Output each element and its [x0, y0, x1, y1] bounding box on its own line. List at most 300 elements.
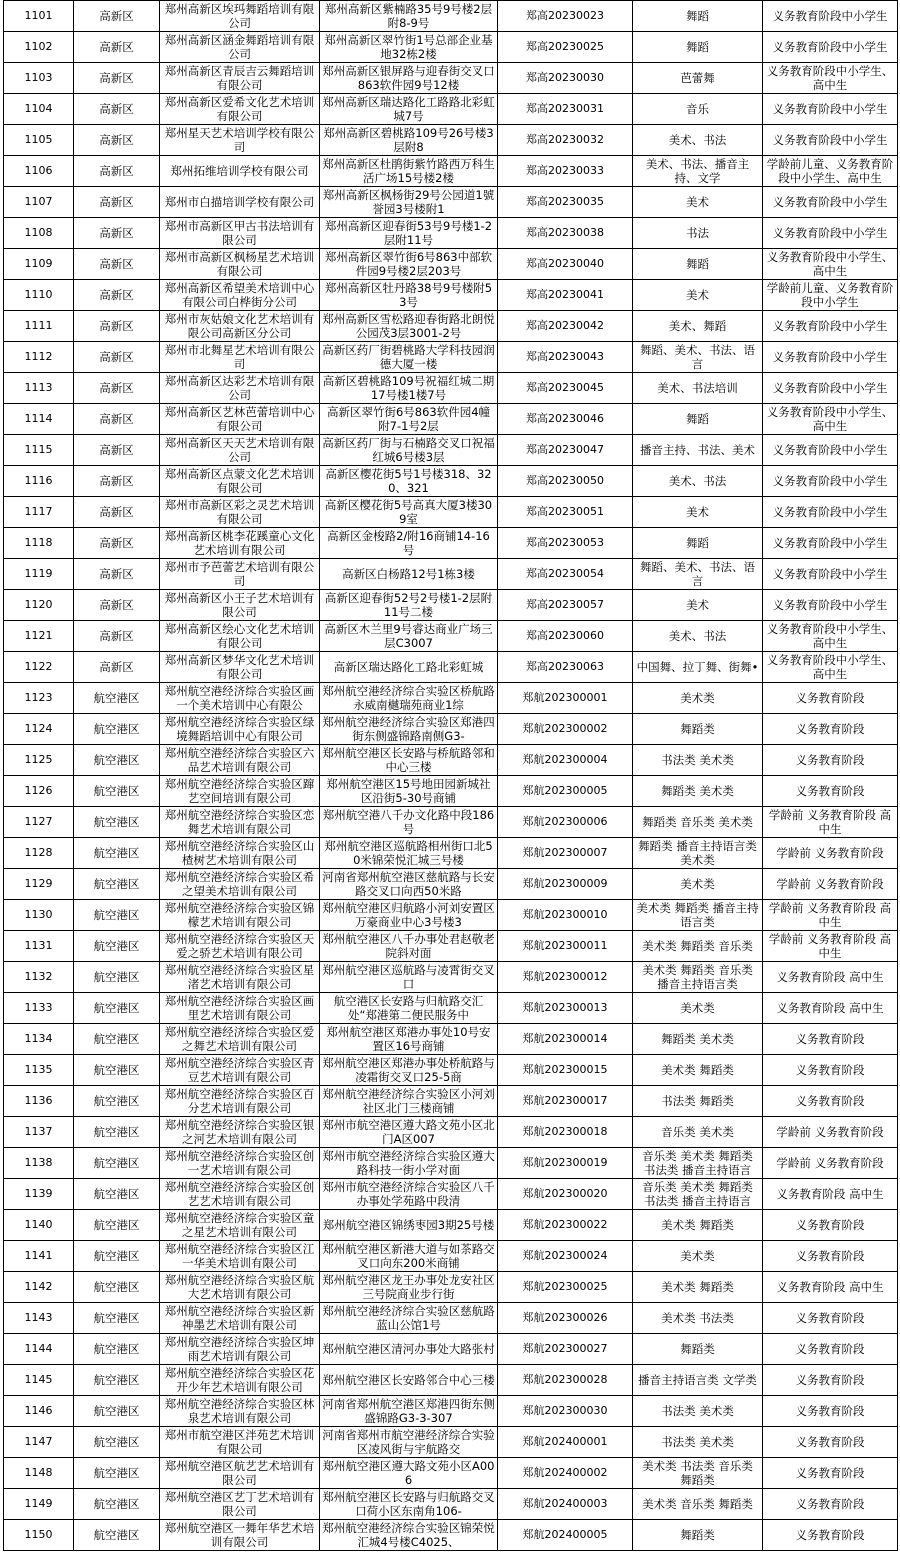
target-students-cell: 义务教育阶段: [763, 745, 898, 776]
district-cell: 航空港区: [74, 869, 160, 900]
address-cell: 郑州航空港区归航路小河刘安置区万豪商业中心3号楼3: [320, 900, 498, 931]
target-students-cell: 学龄前 义务教育阶段 高中生: [763, 931, 898, 962]
target-students-cell: 义务教育阶段中小学生: [763, 218, 898, 249]
license-number-cell: 郑高20230031: [498, 94, 633, 125]
district-cell: 高新区: [74, 652, 160, 683]
license-number-cell: 郑高20230043: [498, 342, 633, 373]
category-cell: 美术类 书法类 音乐类 舞蹈类: [633, 1458, 763, 1489]
license-number-cell: 郑高20230023: [498, 1, 633, 32]
institution-name-cell: 郑州航空港经济综合实验区星渚艺术培训有限公司: [160, 962, 320, 993]
target-students-cell: 义务教育阶段: [763, 714, 898, 745]
category-cell: 美术类: [633, 683, 763, 714]
category-cell: 舞蹈类: [633, 714, 763, 745]
category-cell: 美术类: [633, 993, 763, 1024]
license-number-cell: 郑航202300027: [498, 1334, 633, 1365]
target-students-cell: 义务教育阶段: [763, 1458, 898, 1489]
table-row: [4, 1427, 898, 1458]
license-number-cell: 郑航202300009: [498, 869, 633, 900]
license-number-cell: 郑航202300020: [498, 1179, 633, 1210]
row-number-cell: 1102: [4, 32, 74, 63]
target-students-cell: 义务教育阶段: [763, 1489, 898, 1520]
district-cell: 航空港区: [74, 962, 160, 993]
license-number-cell: 郑高20230038: [498, 218, 633, 249]
district-cell: 航空港区: [74, 838, 160, 869]
target-students-cell: 义务教育阶段中小学生: [763, 497, 898, 528]
institution-name-cell: 郑州高新区天天艺术培训有限公司: [160, 435, 320, 466]
institution-name-cell: 郑州星天艺术培训学校有限公司: [160, 125, 320, 156]
category-cell: 舞蹈类: [633, 1520, 763, 1551]
target-students-cell: 义务教育阶段: [763, 1210, 898, 1241]
address-cell: 郑州航空港区新港大道与如茶路交叉口向东200米商铺: [320, 1241, 498, 1272]
table-row: [4, 1055, 898, 1086]
license-number-cell: 郑航202300013: [498, 993, 633, 1024]
license-number-cell: 郑航202300012: [498, 962, 633, 993]
district-cell: 航空港区: [74, 683, 160, 714]
license-number-cell: 郑高20230047: [498, 435, 633, 466]
table-row: [4, 931, 898, 962]
address-cell: 郑州航空港经济综合实验区慈航路蓝山公馆1号: [320, 1303, 498, 1334]
address-cell: 郑州高新区翠竹街6号863中部软件园9号楼2层203号: [320, 249, 498, 280]
district-cell: 高新区: [74, 559, 160, 590]
target-students-cell: 学龄前 义务教育阶段: [763, 1148, 898, 1179]
table-row: [4, 1489, 898, 1520]
category-cell: 美术: [633, 187, 763, 218]
target-students-cell: 义务教育阶段中小学生: [763, 342, 898, 373]
institution-name-cell: 郑州高新区埃玛舞蹈培训有限公司: [160, 1, 320, 32]
address-cell: 高新区碧桃路109号祝福红城二期17号楼1楼7号: [320, 373, 498, 404]
license-number-cell: 郑航202300004: [498, 745, 633, 776]
target-students-cell: 义务教育阶段: [763, 1055, 898, 1086]
category-cell: 美术类 书法类: [633, 1303, 763, 1334]
category-cell: 美术、舞蹈: [633, 311, 763, 342]
institution-name-cell: 郑州高新区桃李花蹊童心文化艺术培训有限公司: [160, 528, 320, 559]
license-number-cell: 郑高20230050: [498, 466, 633, 497]
row-number-cell: 1111: [4, 311, 74, 342]
license-number-cell: 郑高20230033: [498, 156, 633, 187]
address-cell: 郑州航空港经济综合实验区小河刘社区北门三楼商铺: [320, 1086, 498, 1117]
category-cell: 舞蹈类: [633, 1334, 763, 1365]
address-cell: 郑州航空港区长安路邻合中心三楼: [320, 1365, 498, 1396]
institution-name-cell: 郑州航空港经济综合实验区爱之舞艺术培训有限公司: [160, 1024, 320, 1055]
institution-name-cell: 郑州航空港经济综合实验区新神墨艺术培训有限公司: [160, 1303, 320, 1334]
institution-name-cell: 郑州高新区点蒙文化艺术培训有限公司: [160, 466, 320, 497]
category-cell: 美术类 舞蹈类: [633, 1272, 763, 1303]
target-students-cell: 义务教育阶段中小学生: [763, 125, 898, 156]
table-row: [4, 435, 898, 466]
district-cell: 高新区: [74, 435, 160, 466]
address-cell: 郑州航空港区长安路与桥航路邻和中心三楼: [320, 745, 498, 776]
category-cell: 舞蹈: [633, 1, 763, 32]
district-cell: 高新区: [74, 373, 160, 404]
category-cell: 舞蹈: [633, 249, 763, 280]
row-number-cell: 1118: [4, 528, 74, 559]
institution-name-cell: 郑州航空港区艺丁艺术培训有限公司: [160, 1489, 320, 1520]
row-number-cell: 1123: [4, 683, 74, 714]
table-row: [4, 156, 898, 187]
category-cell: 舞蹈、美术、书法、语言: [633, 342, 763, 373]
address-cell: 郑州高新区迎春街53号9号楼1-2层附11号: [320, 218, 498, 249]
address-cell: 高新区迎春街52号2号楼1-2层附11号二楼: [320, 590, 498, 621]
district-cell: 航空港区: [74, 1520, 160, 1551]
address-cell: 郑州航空港区郑港办事处桥航路与凌霜街交叉口25-5商: [320, 1055, 498, 1086]
table-row: [4, 1334, 898, 1365]
table-row: [4, 32, 898, 63]
category-cell: 舞蹈类 播音主持语言类 美术类: [633, 838, 763, 869]
row-number-cell: 1140: [4, 1210, 74, 1241]
table-row: [4, 1272, 898, 1303]
license-number-cell: 郑高20230030: [498, 63, 633, 94]
target-students-cell: 义务教育阶段中小学生: [763, 187, 898, 218]
institution-name-cell: 郑州高新区小王子艺术培训有限公司: [160, 590, 320, 621]
row-number-cell: 1138: [4, 1148, 74, 1179]
address-cell: 河南省郑州航空港区慈航路与长安路交叉口向西50米路: [320, 869, 498, 900]
row-number-cell: 1117: [4, 497, 74, 528]
row-number-cell: 1103: [4, 63, 74, 94]
target-students-cell: 义务教育阶段中小学生: [763, 466, 898, 497]
address-cell: 郑州航空港区巡航路相州街口北50米锦荣悦汇城三号楼: [320, 838, 498, 869]
district-cell: 高新区: [74, 125, 160, 156]
row-number-cell: 1149: [4, 1489, 74, 1520]
address-cell: 郑州高新区紫楠路35号9号楼2层附8-9号: [320, 1, 498, 32]
table-row: [4, 1520, 898, 1551]
district-cell: 航空港区: [74, 1117, 160, 1148]
target-students-cell: 义务教育阶段: [763, 1520, 898, 1551]
address-cell: 高新区樱花街5号高真大厦3楼309室: [320, 497, 498, 528]
district-cell: 高新区: [74, 63, 160, 94]
institution-name-cell: 郑州航空港经济综合实验区青豆艺术培训有限公司: [160, 1055, 320, 1086]
address-cell: 郑州高新区碧桃路109号26号楼3层附8: [320, 125, 498, 156]
district-cell: 航空港区: [74, 931, 160, 962]
address-cell: 郑州航空港八千办文化路中段186号: [320, 807, 498, 838]
license-number-cell: 郑航202300001: [498, 683, 633, 714]
institution-name-cell: 郑州市灰姑娘文化艺术培训有限公司高新区分公司: [160, 311, 320, 342]
district-cell: 航空港区: [74, 1024, 160, 1055]
table-row: [4, 1148, 898, 1179]
target-students-cell: 义务教育阶段中小学生、高中生: [763, 652, 898, 683]
address-cell: 高新区瑞达路化工路北彩虹城: [320, 652, 498, 683]
category-cell: 书法类 美术类: [633, 1427, 763, 1458]
row-number-cell: 1148: [4, 1458, 74, 1489]
district-cell: 高新区: [74, 187, 160, 218]
target-students-cell: 学龄前 义务教育阶段 高中生: [763, 807, 898, 838]
district-cell: 高新区: [74, 156, 160, 187]
category-cell: 芭蕾舞: [633, 63, 763, 94]
district-cell: 高新区: [74, 342, 160, 373]
address-cell: 郑州航空港区锦绣枣园3期25号楼: [320, 1210, 498, 1241]
target-students-cell: 学龄前儿童、义务教育阶段中小学生、高中生: [763, 156, 898, 187]
license-number-cell: 郑航202300025: [498, 1272, 633, 1303]
table-row: [4, 1365, 898, 1396]
row-number-cell: 1132: [4, 962, 74, 993]
table-row: [4, 745, 898, 776]
row-number-cell: 1144: [4, 1334, 74, 1365]
district-cell: 航空港区: [74, 776, 160, 807]
row-number-cell: 1127: [4, 807, 74, 838]
institution-name-cell: 郑州市予芭蕾艺术培训有限公司: [160, 559, 320, 590]
address-cell: 郑州高新区翠竹街1号总部企业基地32栋2楼: [320, 32, 498, 63]
target-students-cell: 义务教育阶段中小学生: [763, 590, 898, 621]
district-cell: 航空港区: [74, 1365, 160, 1396]
district-cell: 航空港区: [74, 1427, 160, 1458]
license-number-cell: 郑高20230046: [498, 404, 633, 435]
institution-name-cell: 郑州航空港经济综合实验区天爱之骄艺术培训有限公司: [160, 931, 320, 962]
institution-name-cell: 郑州拓维培训学校有限公司: [160, 156, 320, 187]
institution-name-cell: 郑州航空港经济综合实验区恋舞艺术培训有限公司: [160, 807, 320, 838]
table-row: [4, 962, 898, 993]
address-cell: 郑州航空港区郑港办事处10号安置区16号商铺: [320, 1024, 498, 1055]
address-cell: 郑州航空港经济综合实验区桥航路永威南樾瑞苑商业1综: [320, 683, 498, 714]
institution-name-cell: 郑州航空港区航艺艺术培训有限公司: [160, 1458, 320, 1489]
table-row: [4, 187, 898, 218]
target-students-cell: 学龄前 义务教育阶段: [763, 1117, 898, 1148]
address-cell: 郑州市航空港经济综合实验区遵大路科技一街小学对面: [320, 1148, 498, 1179]
address-cell: 郑州航空港区清河办事处大路张村: [320, 1334, 498, 1365]
category-cell: 舞蹈类 美术类: [633, 1024, 763, 1055]
category-cell: 书法类 美术类: [633, 745, 763, 776]
row-number-cell: 1121: [4, 621, 74, 652]
table-row: [4, 249, 898, 280]
target-students-cell: 义务教育阶段中小学生: [763, 94, 898, 125]
category-cell: 舞蹈: [633, 32, 763, 63]
license-number-cell: 郑高20230041: [498, 280, 633, 311]
row-number-cell: 1145: [4, 1365, 74, 1396]
row-number-cell: 1146: [4, 1396, 74, 1427]
table-row: [4, 1024, 898, 1055]
target-students-cell: 义务教育阶段: [763, 1241, 898, 1272]
table-row: [4, 590, 898, 621]
institution-name-cell: 郑州市高新区枫杨星艺术培训有限公司: [160, 249, 320, 280]
license-number-cell: 郑高20230063: [498, 652, 633, 683]
license-number-cell: 郑航202300030: [498, 1396, 633, 1427]
row-number-cell: 1108: [4, 218, 74, 249]
target-students-cell: 义务教育阶段 高中生: [763, 993, 898, 1024]
table-row: [4, 1458, 898, 1489]
row-number-cell: 1135: [4, 1055, 74, 1086]
row-number-cell: 1124: [4, 714, 74, 745]
row-number-cell: 1113: [4, 373, 74, 404]
target-students-cell: 义务教育阶段中小学生: [763, 435, 898, 466]
institution-name-cell: 郑州市高新区彩之灵艺术培训有限公司: [160, 497, 320, 528]
institution-name-cell: 郑州高新区希望美术培训中心有限公司白桦街分公司: [160, 280, 320, 311]
institution-name-cell: 郑州航空港经济综合实验区坤雨艺术培训有限公司: [160, 1334, 320, 1365]
row-number-cell: 1142: [4, 1272, 74, 1303]
table-row: [4, 404, 898, 435]
address-cell: 郑州航空港经济综合实验区锦荣悦汇城4号楼C4025、: [320, 1520, 498, 1551]
district-cell: 航空港区: [74, 714, 160, 745]
category-cell: 美术类 舞蹈类 音乐类: [633, 931, 763, 962]
row-number-cell: 1136: [4, 1086, 74, 1117]
license-number-cell: 郑航202300019: [498, 1148, 633, 1179]
category-cell: 美术: [633, 497, 763, 528]
address-cell: 高新区药厂街与石楠路交叉口祝福红城6号楼3层: [320, 435, 498, 466]
district-cell: 航空港区: [74, 993, 160, 1024]
license-number-cell: 郑高20230025: [498, 32, 633, 63]
row-number-cell: 1129: [4, 869, 74, 900]
table-row: [4, 1241, 898, 1272]
license-number-cell: 郑高20230032: [498, 125, 633, 156]
target-students-cell: 义务教育阶段中小学生、高中生: [763, 249, 898, 280]
district-cell: 高新区: [74, 32, 160, 63]
category-cell: 美术类: [633, 869, 763, 900]
district-cell: 高新区: [74, 218, 160, 249]
license-number-cell: 郑航202300002: [498, 714, 633, 745]
category-cell: 播音主持、书法、美术: [633, 435, 763, 466]
category-cell: 书法类 美术类: [633, 1396, 763, 1427]
category-cell: 音乐类 美术类: [633, 1117, 763, 1148]
table-row: [4, 1303, 898, 1334]
table-row: [4, 838, 898, 869]
category-cell: 美术类 舞蹈类 播音主持语言类: [633, 900, 763, 931]
row-number-cell: 1122: [4, 652, 74, 683]
district-cell: 航空港区: [74, 807, 160, 838]
row-number-cell: 1116: [4, 466, 74, 497]
district-cell: 航空港区: [74, 1210, 160, 1241]
address-cell: 郑州高新区牡丹路38号9号楼附53号: [320, 280, 498, 311]
license-number-cell: 郑航202400005: [498, 1520, 633, 1551]
table-row: [4, 280, 898, 311]
category-cell: 书法: [633, 218, 763, 249]
row-number-cell: 1125: [4, 745, 74, 776]
row-number-cell: 1137: [4, 1117, 74, 1148]
target-students-cell: 义务教育阶段: [763, 683, 898, 714]
category-cell: 舞蹈、美术、书法、语言: [633, 559, 763, 590]
row-number-cell: 1150: [4, 1520, 74, 1551]
category-cell: 美术: [633, 280, 763, 311]
license-number-cell: 郑航202300024: [498, 1241, 633, 1272]
district-cell: 高新区: [74, 528, 160, 559]
category-cell: 美术、书法: [633, 466, 763, 497]
target-students-cell: 义务教育阶段: [763, 1396, 898, 1427]
institution-name-cell: 郑州航空港经济综合实验区绿境舞蹈培训中心有限公司: [160, 714, 320, 745]
table-row: [4, 311, 898, 342]
address-cell: 河南省郑州航空港区郑港四街东侧盛锦路G3-3-307: [320, 1396, 498, 1427]
category-cell: 播音主持语言类 文学类: [633, 1365, 763, 1396]
address-cell: 郑州高新区雪松路迎春街路北朗悦公园茂3层3001-2号: [320, 311, 498, 342]
row-number-cell: 1101: [4, 1, 74, 32]
category-cell: 音乐类 美术类 舞蹈类 书法类 播音主持语言: [633, 1148, 763, 1179]
address-cell: 高新区翠竹街6号863软件园4幢附7-1号2层: [320, 404, 498, 435]
row-number-cell: 1130: [4, 900, 74, 931]
institution-name-cell: 郑州航空港区一舞年华艺术培训有限公司: [160, 1520, 320, 1551]
category-cell: 舞蹈类 音乐类 美术类: [633, 807, 763, 838]
target-students-cell: 学龄前 义务教育阶段: [763, 869, 898, 900]
district-cell: 高新区: [74, 621, 160, 652]
institution-name-cell: 郑州航空港经济综合实验区蹿艺空间培训有限公司: [160, 776, 320, 807]
target-students-cell: 义务教育阶段中小学生、高中生: [763, 404, 898, 435]
license-number-cell: 郑航202300006: [498, 807, 633, 838]
target-students-cell: 义务教育阶段: [763, 1086, 898, 1117]
target-students-cell: 义务教育阶段: [763, 1334, 898, 1365]
category-cell: 美术类 舞蹈类: [633, 1055, 763, 1086]
address-cell: 郑州高新区杜鹃街紫竹路西万科生活广场15号楼2楼: [320, 156, 498, 187]
district-cell: 航空港区: [74, 1489, 160, 1520]
address-cell: 郑州航空港区遵大路文苑小区A006: [320, 1458, 498, 1489]
table-row: [4, 373, 898, 404]
district-cell: 航空港区: [74, 900, 160, 931]
address-cell: 郑州高新区瑞达路化工路路北彩虹城7号: [320, 94, 498, 125]
institution-name-cell: 郑州航空港经济综合实验区希之望美术培训有限公司: [160, 869, 320, 900]
target-students-cell: 义务教育阶段 高中生: [763, 1179, 898, 1210]
target-students-cell: 义务教育阶段: [763, 1024, 898, 1055]
table-row: [4, 993, 898, 1024]
table-row: [4, 342, 898, 373]
license-number-cell: 郑高20230035: [498, 187, 633, 218]
target-students-cell: 义务教育阶段 高中生: [763, 1272, 898, 1303]
institution-name-cell: 郑州航空港经济综合实验区林泉艺术培训有限公司: [160, 1396, 320, 1427]
institution-name-cell: 郑州航空港经济综合实验区创一艺术培训有限公司: [160, 1148, 320, 1179]
district-cell: 航空港区: [74, 1458, 160, 1489]
row-number-cell: 1114: [4, 404, 74, 435]
address-cell: 高新区木兰里9号睿达商业广场三层C3007: [320, 621, 498, 652]
category-cell: 美术、书法培训: [633, 373, 763, 404]
category-cell: 美术类 舞蹈类 音乐类 播音主持语言类: [633, 962, 763, 993]
target-students-cell: 义务教育阶段: [763, 776, 898, 807]
table-row: [4, 1, 898, 32]
row-number-cell: 1109: [4, 249, 74, 280]
district-cell: 高新区: [74, 497, 160, 528]
district-cell: 高新区: [74, 1, 160, 32]
institution-name-cell: 郑州航空港经济综合实验区江一华美术培训有限公司: [160, 1241, 320, 1272]
institution-name-cell: 郑州航空港经济综合实验区画一个美术培训中心有限公: [160, 683, 320, 714]
row-number-cell: 1134: [4, 1024, 74, 1055]
district-cell: 高新区: [74, 590, 160, 621]
target-students-cell: 学龄前儿童、义务教育阶段中小学生: [763, 280, 898, 311]
table-row: [4, 714, 898, 745]
address-cell: 郑州高新区银屏路与迎春街交叉口863软件园9号12楼: [320, 63, 498, 94]
category-cell: 美术、书法: [633, 125, 763, 156]
district-cell: 航空港区: [74, 1086, 160, 1117]
address-cell: 郑州航空港区八千办事处君赵敬老院斜对面: [320, 931, 498, 962]
table-row: [4, 900, 898, 931]
license-number-cell: 郑航202300011: [498, 931, 633, 962]
table-body: [4, 1, 898, 1551]
row-number-cell: 1139: [4, 1179, 74, 1210]
table-row: [4, 869, 898, 900]
table-row: [4, 497, 898, 528]
license-number-cell: 郑航202300007: [498, 838, 633, 869]
institution-name-cell: 郑州航空港经济综合实验区花开少年艺术培训有限公司: [160, 1365, 320, 1396]
table-row: [4, 94, 898, 125]
license-number-cell: 郑高20230053: [498, 528, 633, 559]
category-cell: 美术类 舞蹈类: [633, 1210, 763, 1241]
institution-name-cell: 郑州市高新区甲古书法培训有限公司: [160, 218, 320, 249]
row-number-cell: 1147: [4, 1427, 74, 1458]
row-number-cell: 1115: [4, 435, 74, 466]
license-number-cell: 郑航202400002: [498, 1458, 633, 1489]
address-cell: 郑州高新区枫杨街29号公园道1號誉园3号楼附1: [320, 187, 498, 218]
table-row: [4, 559, 898, 590]
address-cell: 郑州市航空港区遵大路文苑小区北门A区007: [320, 1117, 498, 1148]
category-cell: 中国舞、拉丁舞、街舞•: [633, 652, 763, 683]
institution-name-cell: 郑州高新区涵金舞蹈培训有限公司: [160, 32, 320, 63]
address-cell: 郑州航空港区巡航路与凌霄街交叉口: [320, 962, 498, 993]
license-number-cell: 郑高20230060: [498, 621, 633, 652]
district-cell: 高新区: [74, 280, 160, 311]
license-number-cell: 郑航202300018: [498, 1117, 633, 1148]
target-students-cell: 义务教育阶段: [763, 1303, 898, 1334]
row-number-cell: 1141: [4, 1241, 74, 1272]
institution-name-cell: 郑州高新区绘心文化艺术培训有限公司: [160, 621, 320, 652]
target-students-cell: 义务教育阶段中小学生: [763, 559, 898, 590]
institution-name-cell: 郑州航空港经济综合实验区童之星艺术培训有限公司: [160, 1210, 320, 1241]
row-number-cell: 1110: [4, 280, 74, 311]
target-students-cell: 义务教育阶段 高中生: [763, 962, 898, 993]
table-row: [4, 683, 898, 714]
target-students-cell: 义务教育阶段中小学生、高中生: [763, 621, 898, 652]
table-row: [4, 776, 898, 807]
table-row: [4, 63, 898, 94]
institution-name-cell: 郑州航空港经济综合实验区创艺艺术培训有限公司: [160, 1179, 320, 1210]
